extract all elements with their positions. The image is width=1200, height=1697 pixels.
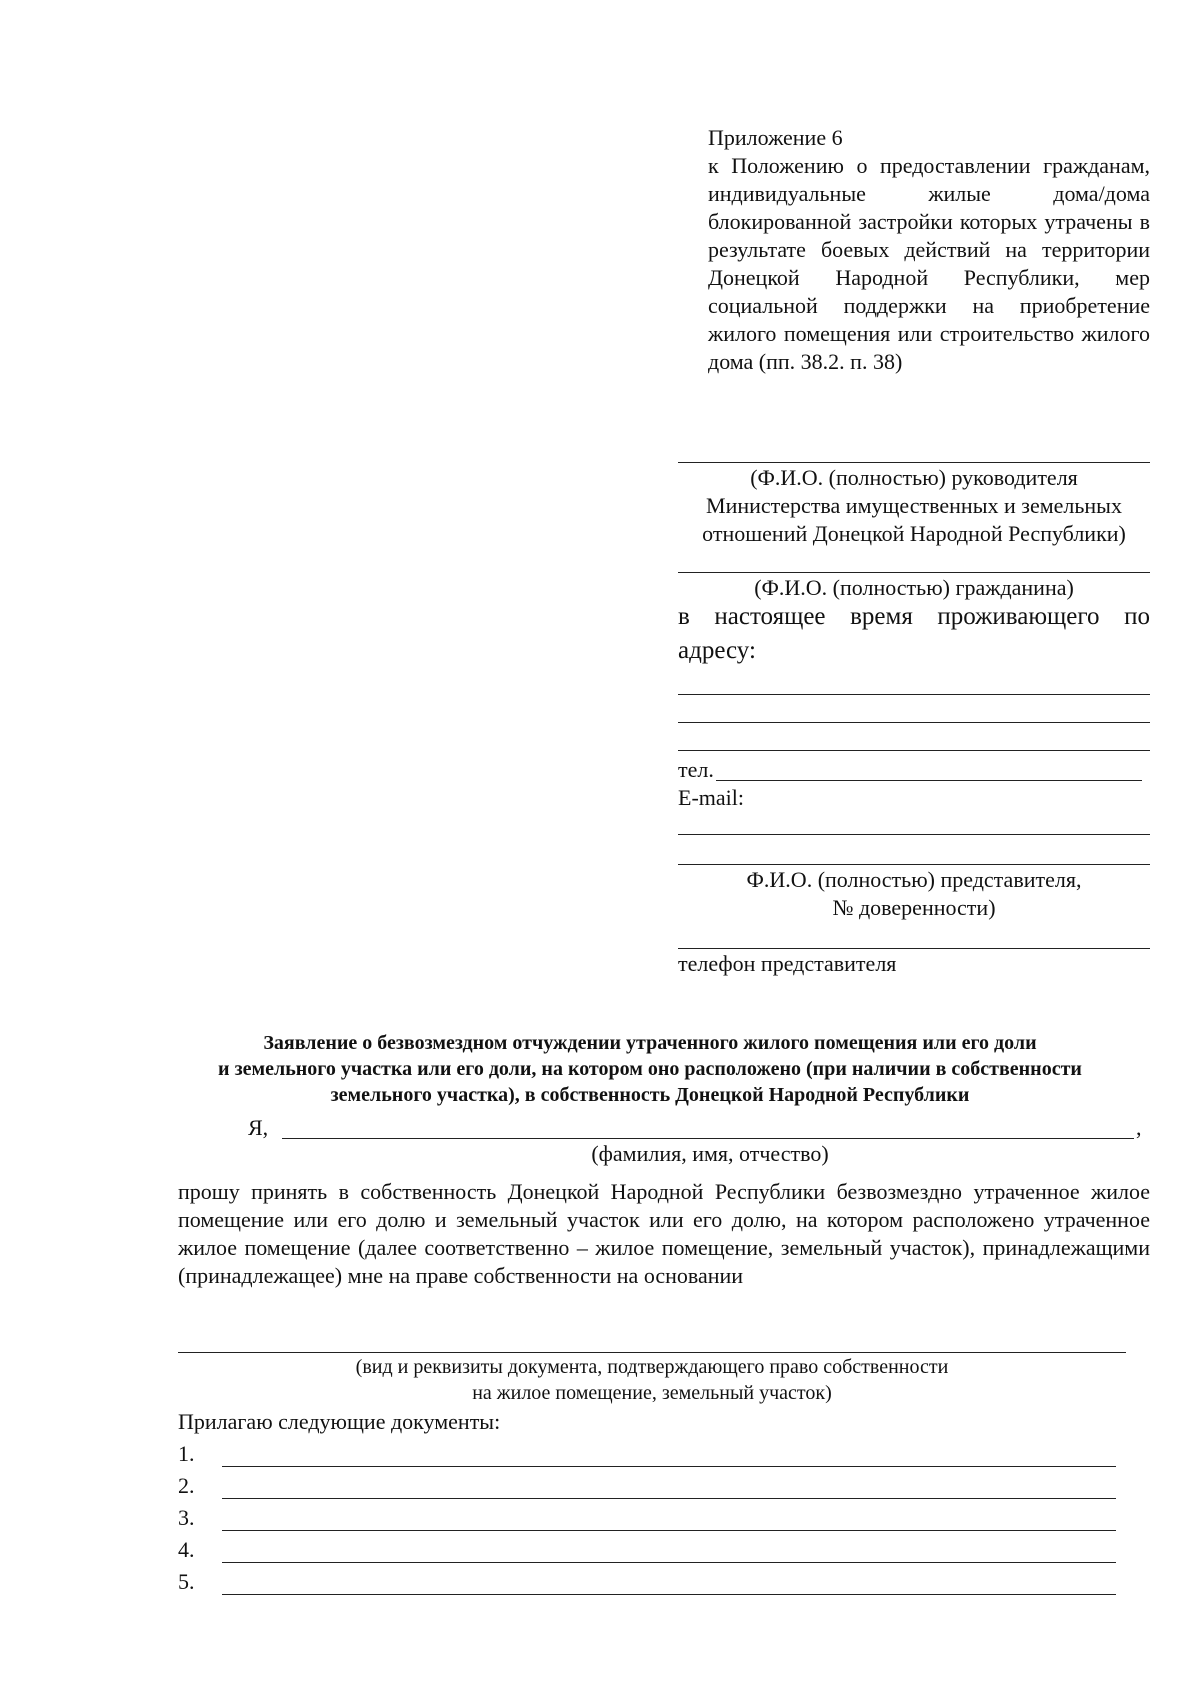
address-line-3[interactable] [678,750,1150,751]
attachment-line-3[interactable] [222,1530,1116,1531]
i-label: Я, [248,1115,269,1140]
phone-line[interactable] [716,780,1142,781]
minister-label-line2: Министерства имущественных и земельных [706,493,1122,518]
email-label: E-mail: [678,785,744,810]
statement-title-line2: и земельного участка или его доли, на котором оно расположено (при наличии в собственности [218,1058,1082,1080]
representative-phone-label: телефон представителя [678,951,897,976]
statement-body: прошу принять в собственность Донецкой Народной Республики безвозмездно утраченное жилое помещение или его долю и земельный участок или его долю, на котором расположено утраченное жилое помещение (далее соответственно – жилое помещение, земельный участок), принадлежащими (принадлежащее) мне на праве собственности на основании [178,1179,1150,1288]
attachment-line-4[interactable] [222,1562,1116,1563]
address-text: в настоящее время проживающего по адресу: [678,603,1150,664]
phone-label: тел. [678,757,714,782]
document-hint-line1: (вид и реквизиты документа, подтверждающего право собственности [355,1356,949,1378]
document-hint-line2: на жилое помещение, земельный участок) [472,1382,832,1404]
minister-label-line1: (Ф.И.О. (полностью) руководителя [750,465,1078,490]
name-hint: (фамилия, имя, отчество) [591,1141,829,1166]
citizen-name-line[interactable] [678,572,1150,573]
appendix-title: Приложение 6 [708,125,843,150]
attachment-line-1[interactable] [222,1466,1116,1467]
attachment-number-2: 2. [178,1473,195,1498]
representative-name-line[interactable] [678,864,1150,865]
document-line[interactable] [178,1352,1126,1353]
attachments-label: Прилагаю следующие документы: [178,1409,501,1434]
minister-name-line[interactable] [678,462,1150,463]
attachment-number-5: 5. [178,1569,195,1594]
attachment-number-3: 3. [178,1505,195,1530]
applicant-name-line[interactable] [282,1138,1134,1139]
statement-title-line1: Заявление о безвозмездном отчуждении утраченного жилого помещения или его доли [263,1032,1037,1054]
minister-label-line3: отношений Донецкой Народной Республики) [702,521,1126,546]
name-comma: , [1136,1115,1142,1140]
address-line-1[interactable] [678,694,1150,695]
representative-label-line1: Ф.И.О. (полностью) представителя, [746,867,1082,892]
statement-title-line3: земельного участка), в собственность Донецкой Народной Республики [330,1084,970,1106]
statement-title [120,1030,1180,1108]
attachment-number-4: 4. [178,1537,195,1562]
citizen-label: (Ф.И.О. (полностью) гражданина) [754,575,1074,600]
attachment-number-1: 1. [178,1441,195,1466]
attachment-line-5[interactable] [222,1594,1116,1595]
attachment-line-2[interactable] [222,1498,1116,1499]
email-line[interactable] [678,834,1150,835]
representative-label-line2: № доверенности) [832,895,996,920]
address-line-2[interactable] [678,722,1150,723]
appendix-text: к Положению о предоставлении гражданам, индивидуальные жилые дома/дома блокированной застройки которых утрачены в результате боевых действий на территории Донецкой Народной Республики, мер социальной поддержки на приобретение жилого помещения или строительство жилого дома (пп. 38.2. п. 38) [708,153,1150,374]
representative-phone-line[interactable] [678,948,1150,949]
